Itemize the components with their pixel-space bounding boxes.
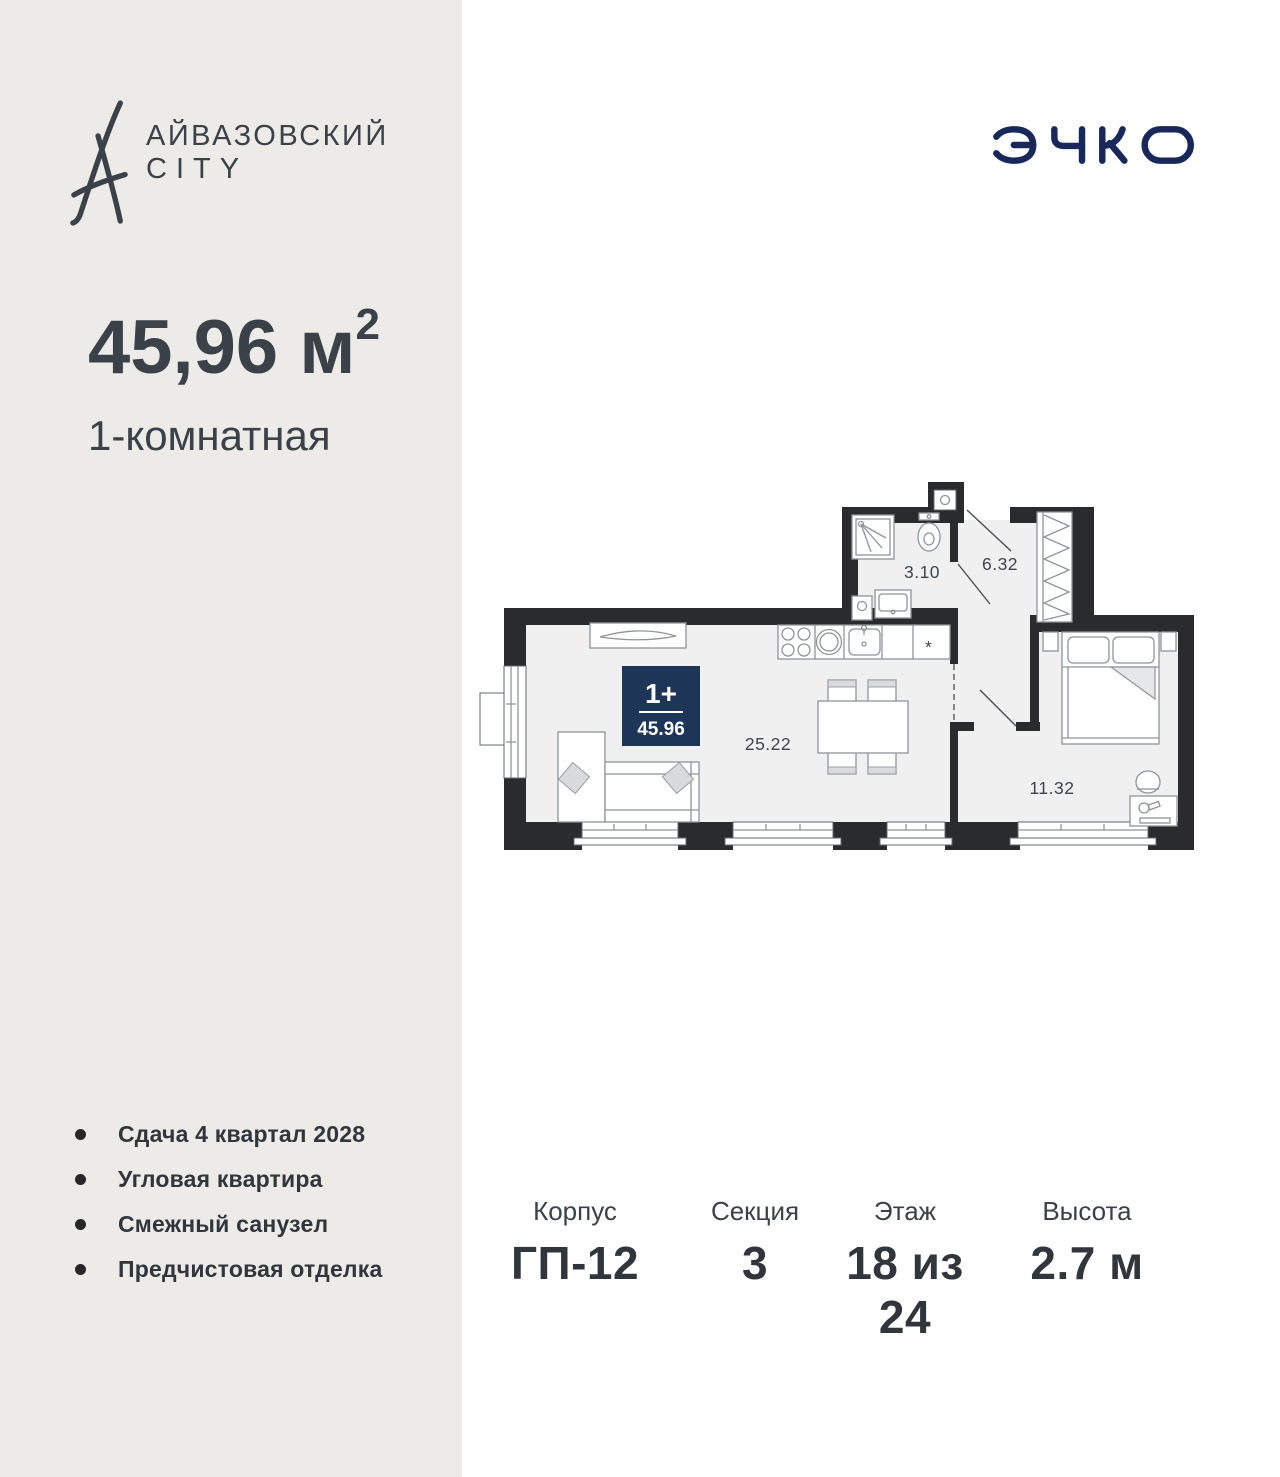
- bullet-icon: [75, 1264, 86, 1275]
- badge-area: 45.96: [637, 719, 685, 740]
- window-bottom-1: [574, 822, 686, 845]
- toilet: [918, 513, 940, 551]
- info-etazh: [815, 1196, 995, 1344]
- window-left: [480, 666, 526, 778]
- sidebar: [0, 0, 462, 1477]
- tv-console: [590, 623, 686, 648]
- plan-badge: [622, 666, 700, 746]
- wardrobe: [1037, 512, 1072, 622]
- brand-name: АЙВАЗОВСКИЙ: [146, 120, 389, 152]
- info-label: Секция: [710, 1196, 800, 1226]
- bed: [1043, 632, 1176, 744]
- badge-rooms: 1+: [645, 678, 677, 709]
- fridge-symbol: *: [925, 637, 933, 657]
- shower: [852, 515, 894, 559]
- info-vysota: [997, 1196, 1177, 1290]
- vent-shaft: [934, 490, 956, 510]
- rooms-subtitle: 1-комнатная: [88, 412, 331, 459]
- washing-machine: [852, 596, 872, 620]
- feature-item: Предчистовая отделка: [75, 1247, 382, 1292]
- feature-item: Сдача 4 квартал 2028: [75, 1112, 382, 1157]
- feature-item: Угловая квартира: [75, 1157, 382, 1202]
- bullet-icon: [75, 1174, 86, 1185]
- info-value: 18 из 24: [846, 1237, 964, 1343]
- brand-text: [146, 120, 389, 186]
- area-title: 45,96 $м^2$: [88, 300, 381, 390]
- bullet-icon: [75, 1219, 86, 1230]
- info-label: Этаж: [873, 1196, 937, 1226]
- info-korpus: [495, 1196, 655, 1290]
- info-sekciya: [675, 1196, 835, 1290]
- info-value: 3: [741, 1237, 769, 1289]
- kitchen-counter: [778, 625, 950, 659]
- window-bottom-2: [725, 822, 841, 845]
- info-value: 2.7 м: [1030, 1237, 1144, 1289]
- bullet-icon: [75, 1129, 86, 1140]
- bathroom-sink: [875, 590, 911, 618]
- room-label-living: 25.22: [744, 734, 792, 754]
- floor-plan: [470, 460, 1210, 880]
- room-label-hallway: 6.32: [981, 554, 1019, 574]
- room-label-bedroom: 11.32: [1029, 778, 1075, 798]
- developer-enko-logo: [988, 123, 1200, 167]
- brand-a-icon: [70, 98, 128, 228]
- brand-sub: CITY: [146, 153, 249, 185]
- info-label: Корпус: [533, 1196, 617, 1226]
- desk-chair: [1136, 771, 1160, 793]
- info-value: ГП-12: [510, 1237, 640, 1289]
- feature-list: [75, 1112, 382, 1292]
- room-label-bathroom: 3.10: [903, 562, 941, 582]
- brand-logo: [70, 98, 389, 228]
- info-label: Высота: [1042, 1196, 1132, 1226]
- window-bottom-3: [880, 822, 952, 845]
- feature-item: Смежный санузел: [75, 1202, 382, 1247]
